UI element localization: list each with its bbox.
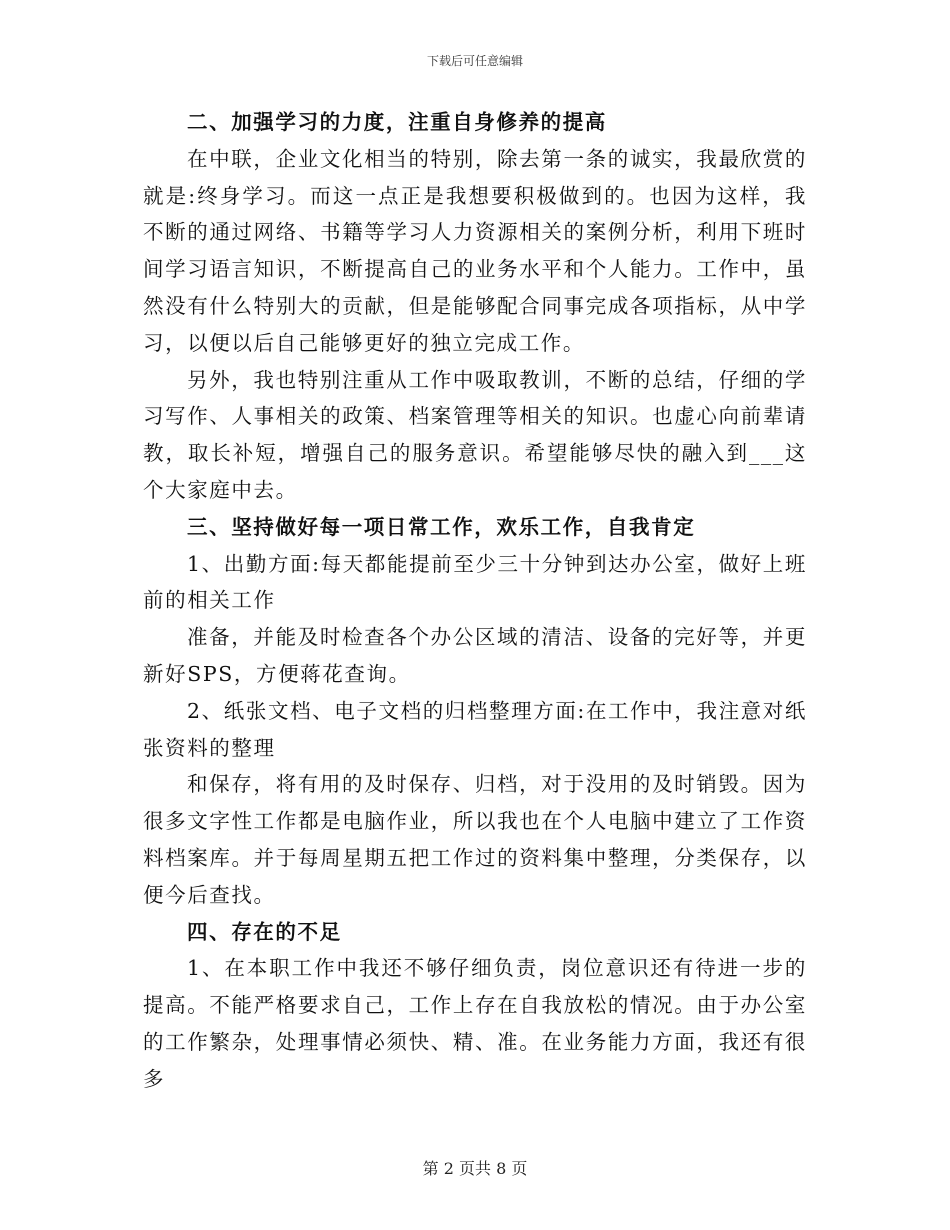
section-heading-4: 四、存在的不足 — [187, 919, 342, 944]
page-number: 第 2 页共 8 页 — [422, 1159, 528, 1178]
document-body — [143, 104, 807, 1098]
page-header-note: 下载后可任意编辑 — [426, 54, 523, 68]
section-heading-3: 三、坚持做好每一项日常工作，欢乐工作，自我肯定 — [187, 514, 696, 539]
paragraph: 1、出勤方面:每天都能提前至少三十分钟到达办公室，做好上班前的相关工作 — [143, 551, 807, 613]
paragraph: 2、纸张文档、电子文档的归档整理方面:在工作中，我注意对纸张资料的整理 — [143, 698, 807, 760]
paragraph: 和保存，将有用的及时保存、归档，对于没用的及时销毁。因为很多文字性工作都是电脑作业，所以我也在个人电脑中建立了工作资料档案库。并于每周星期五把工作过的资料集中整理，分类保存，以便今后查找。 — [143, 772, 807, 907]
paragraph: 另外，我也特别注重从工作中吸取教训，不断的总结，仔细的学习写作、人事相关的政策、档案管理等相关的知识。也虚心向前辈请教，取长补短，增强自己的服务意识。希望能够尽快的融入到___这个大家庭中去。 — [143, 367, 807, 502]
paragraph: 1、在本职工作中我还不够仔细负责，岗位意识还有待进一步的提高。不能严格要求自己，工作上存在自我放松的情况。由于办公室的工作繁杂，处理事情必须快、精、准。在业务能力方面，我还有很多 — [143, 956, 807, 1091]
paragraph: 在中联，企业文化相当的特别，除去第一条的诚实，我最欣赏的就是:终身学习。而这一点正是我想要积极做到的。也因为这样，我不断的通过网络、书籍等学习人力资源相关的案例分析，利用下班时间学习语言知识，不断提高自己的业务水平和个人能力。工作中，虽然没有什么特别大的贡献，但是能够配合同事完成各项指标，从中学习，以便以后自己能够更好的独立完成工作。 — [143, 146, 807, 355]
section-heading-2: 二、加强学习的力度，注重自身修养的提高 — [187, 110, 607, 134]
paragraph: 准备，并能及时检查各个办公区域的清洁、设备的完好等，并更新好SPS，方便蒋花查询。 — [143, 625, 807, 686]
